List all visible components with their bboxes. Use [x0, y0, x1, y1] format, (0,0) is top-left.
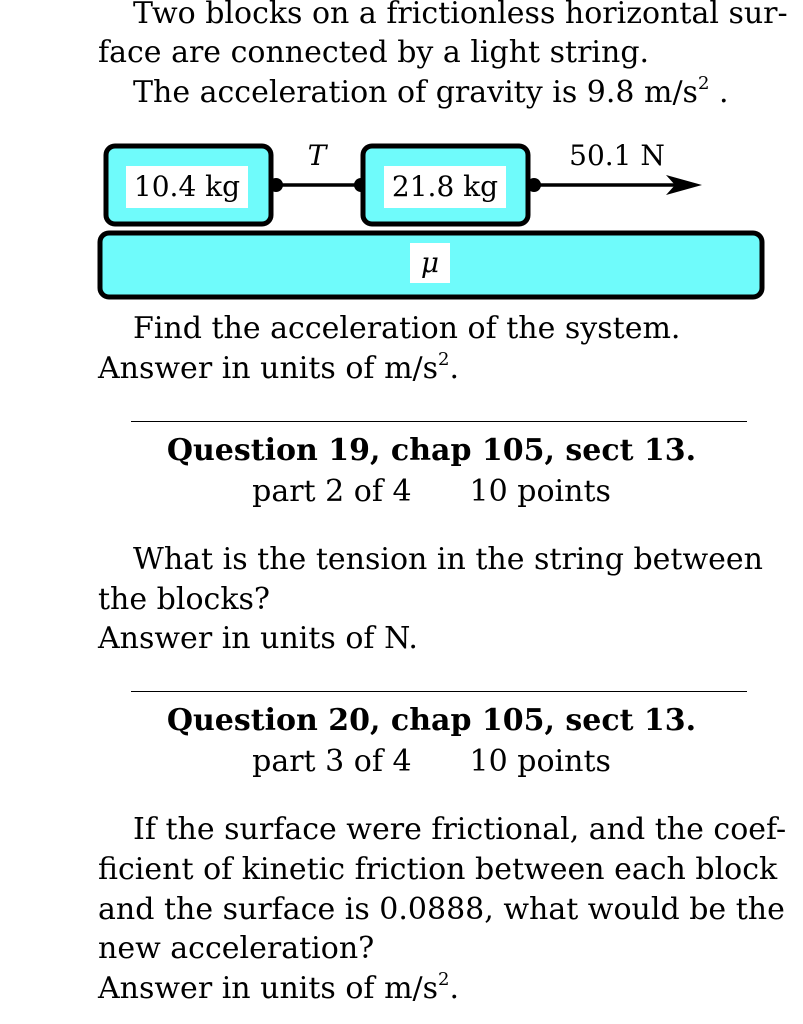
left-block-label: 10.4 kg [133, 170, 241, 203]
question20-units-text: Answer in units of m/s [98, 971, 439, 1006]
question20-units [98, 971, 459, 1007]
force-label: 50.1 N [569, 139, 665, 172]
question20-prompt-line-1: If the surface were frictional, and the coef- [133, 812, 787, 847]
question20-meta [0, 744, 803, 780]
part1-units-exponent: 2 [438, 349, 450, 370]
intro-line-1: Two blocks on a frictionless horizontal sur- [133, 0, 788, 31]
divider-rule-2 [131, 691, 747, 692]
question20-heading: Question 20, chap 105, sect 13. [166, 703, 697, 738]
question20-prompt-line-4: new acceleration? [98, 931, 375, 966]
string-left-knot [269, 178, 283, 192]
question19-meta [0, 474, 803, 510]
question20-units-end: . [449, 971, 460, 1006]
blocks-diagram [96, 135, 768, 305]
right-block-label: 21.8 kg [391, 170, 499, 203]
gravity-exponent: 2 [697, 73, 710, 94]
question19-heading: Question 19, chap 105, sect 13. [166, 433, 697, 468]
intro-line-3 [133, 75, 728, 111]
tension-label: T [307, 139, 327, 172]
question19-units: Answer in units of N. [98, 621, 418, 656]
surface-label: μ [420, 246, 440, 279]
question20-units-exponent: 2 [438, 969, 450, 990]
part1-units [98, 351, 459, 387]
intro-line-2: face are connected by a light string. [98, 35, 650, 70]
question20-prompt-line-3: and the surface is 0.0888, what would be the [98, 892, 785, 927]
part1-units-text: Answer in units of m/s [98, 351, 439, 386]
gravity-end: . [709, 75, 729, 110]
question20-points: 10 points [469, 744, 611, 779]
question19-prompt-line-1: What is the tension in the string between [133, 542, 763, 577]
question19-part: part 2 of 4 [252, 474, 412, 509]
question20-prompt-line-2: ficient of kinetic friction between each block [98, 852, 778, 887]
divider-rule-1 [131, 421, 747, 422]
question19-prompt-line-2: the blocks? [98, 582, 270, 617]
gravity-text: The acceleration of gravity is 9.8 m/s [133, 75, 698, 110]
part1-units-end: . [449, 351, 460, 386]
question20-part: part 3 of 4 [252, 744, 412, 779]
question19-points: 10 points [469, 474, 611, 509]
part1-prompt: Find the acceleration of the system. [133, 311, 681, 346]
